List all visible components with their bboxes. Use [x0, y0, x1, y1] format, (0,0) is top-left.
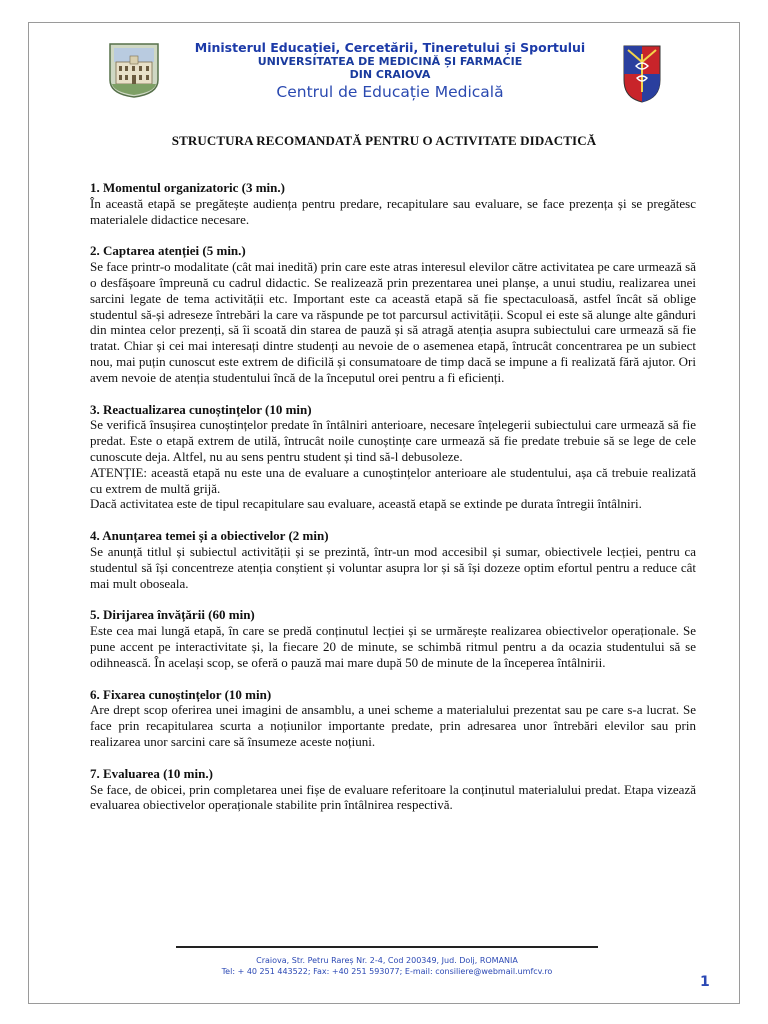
section: [90, 607, 696, 670]
letterhead: [0, 0, 768, 110]
footer-divider: [176, 946, 598, 948]
section-paragraph: Are drept scop oferirea unei imagini de ansamblu, a unei scheme a materialului prezentat sau pe care s-a lucrat. Se face prin recapitularea scurta a noțiunilor importante predate, prin adresarea unor întrebări elevilor sau prin realizarea unor sarcini care să însumeze aceste noțiuni.: [90, 702, 696, 749]
university-building-logo: [108, 42, 160, 98]
section-body: [90, 623, 696, 670]
section-body: [90, 417, 696, 512]
section-heading: 7. Evaluarea (10 min.): [90, 765, 213, 781]
section-heading: 5. Dirijarea învățării (60 min): [90, 607, 255, 623]
section-paragraph: Se face printr-o modalitate (cât mai inedită) prin care este atras interesul elevilor către activitatea pe care urmează să o desfășoare împreună cu cadrul didactic. Se realizează prin prezentarea unei planșe, a unui studiu, realizarea unei sarcini legate de tema activității etc. Important este ca această etapă să fie spectaculoasă, astfel încât să oblige studentul să-și adreseze întrebări la care va răspunde pe tot parcursul activității. Scopul ei este să alunge alte gânduri din mintea celor prezenți, să îi scoată din starea de pauză și să atragă atenția asupra subiectului care urmează să fie tratat. Chiar și cei mai interesați dintre studenți au nevoie de o asemenea etapă, întrucât concentrarea pe un subiect nou, mai puțin cunoscut este extrem de dificilă și consumatoare de timp dacă se impune a fi realizată fără ajutor. Ori avem nevoie de atenția studentului încă de la începutul orei pentru a fi eficienți.: [90, 259, 696, 385]
footer-contact: Tel: + 40 251 443522; Fax: +40 251 593077; E-mail: consiliere@webmail.umfcv.ro: [221, 967, 553, 976]
section-heading: 4. Anunțarea temei și a obiectivelor (2 min): [90, 528, 329, 544]
section-paragraph: Este cea mai lungă etapă, în care se predă conținutul lecției și se urmărește realizarea obiectivelor operaționale. Se pune accent pe interactivitate și, la fiecare 20 de minute, se schimbă ritmul pentru a da ocazia studentului să se odihnească. În același scop, se oferă o pauză mai mare după 50 de minute de la începerea întâlnirii.: [90, 623, 696, 670]
section-paragraph: Dacă activitatea este de tipul recapitulare sau evaluare, această etapă se extinde pe durata întregii întâlniri.: [90, 496, 642, 512]
section-body: [90, 702, 696, 749]
section: [90, 528, 696, 591]
section: [90, 687, 696, 750]
section-body: [90, 196, 696, 228]
section-heading: 6. Fixarea cunoștințelor (10 min): [90, 686, 272, 702]
section: [90, 243, 696, 385]
section-body: [90, 544, 696, 591]
section: [90, 402, 696, 513]
section-paragraph: ATENȚIE: această etapă nu este una de evaluare a cunoștințelor anterioare ale studentului, așa că trebuie realizată cu extrem de multă grijă.: [90, 464, 696, 496]
ministry-name: Ministerul Educației, Cercetării, Tineretului și Sportului: [194, 40, 586, 55]
section-heading: 2. Captarea atenției (5 min.): [90, 243, 246, 259]
university-name-line1: UNIVERSITATEA DE MEDICINĂ ȘI FARMACIE: [257, 55, 523, 68]
document-body: [90, 180, 696, 829]
section-paragraph: În această etapă se pregătește audiența pentru predare, recapitulare sau evaluare, se face prezența și se pregătesc materialele didactice necesare.: [90, 195, 696, 227]
page-number: 1: [700, 974, 710, 990]
section: [90, 766, 696, 813]
university-crest-logo: [622, 44, 662, 104]
section-paragraph: Se face, de obicei, prin completarea unei fișe de evaluare referitoare la conținutul materialului predat. Etapa vizează evaluarea obiectivelor operaționale stabilite prin întâlnirea respectivă.: [90, 781, 696, 813]
institution-heading: [170, 40, 610, 102]
section-heading: 1. Momentul organizatoric (3 min.): [90, 180, 285, 195]
university-name-line2: DIN CRAIOVA: [349, 68, 431, 81]
section-body: [90, 782, 696, 814]
section: [90, 180, 696, 227]
section-paragraph: Se verifică însușirea cunoștințelor predate în întâlniri anterioare, necesare înțelegerii subiectului care urmează să fie predat. Este o etapă extrem de utilă, întrucât noile cunoștințe care urmează să fie predate trebuie să se lege de cele cunoscute deja. Altfel, nu au sens pentru student și tind să-l debusoleze.: [90, 417, 696, 464]
document-title: STRUCTURA RECOMANDATĂ PENTRU O ACTIVITATE DIDACTICĂ: [171, 133, 597, 148]
page-footer: [150, 955, 624, 977]
section-heading: 3. Reactualizarea cunoștințelor (10 min): [90, 401, 312, 417]
center-name: Centrul de Educație Medicală: [276, 83, 504, 101]
section-body: [90, 259, 696, 385]
footer-address: Craiova, Str. Petru Rareș Nr. 2-4, Cod 200349, Jud. Dolj, ROMANIA: [256, 956, 518, 965]
section-paragraph: Se anunță titlul și subiectul activității și se prezintă, într-un mod accesibil și sumar, obiectivele lecției, pentru ca studentul să își concentreze atenția conștient și voluntar asupra lor și să își dozeze optim efortul pentru a reduce cât mai mult oboseala.: [90, 543, 696, 591]
